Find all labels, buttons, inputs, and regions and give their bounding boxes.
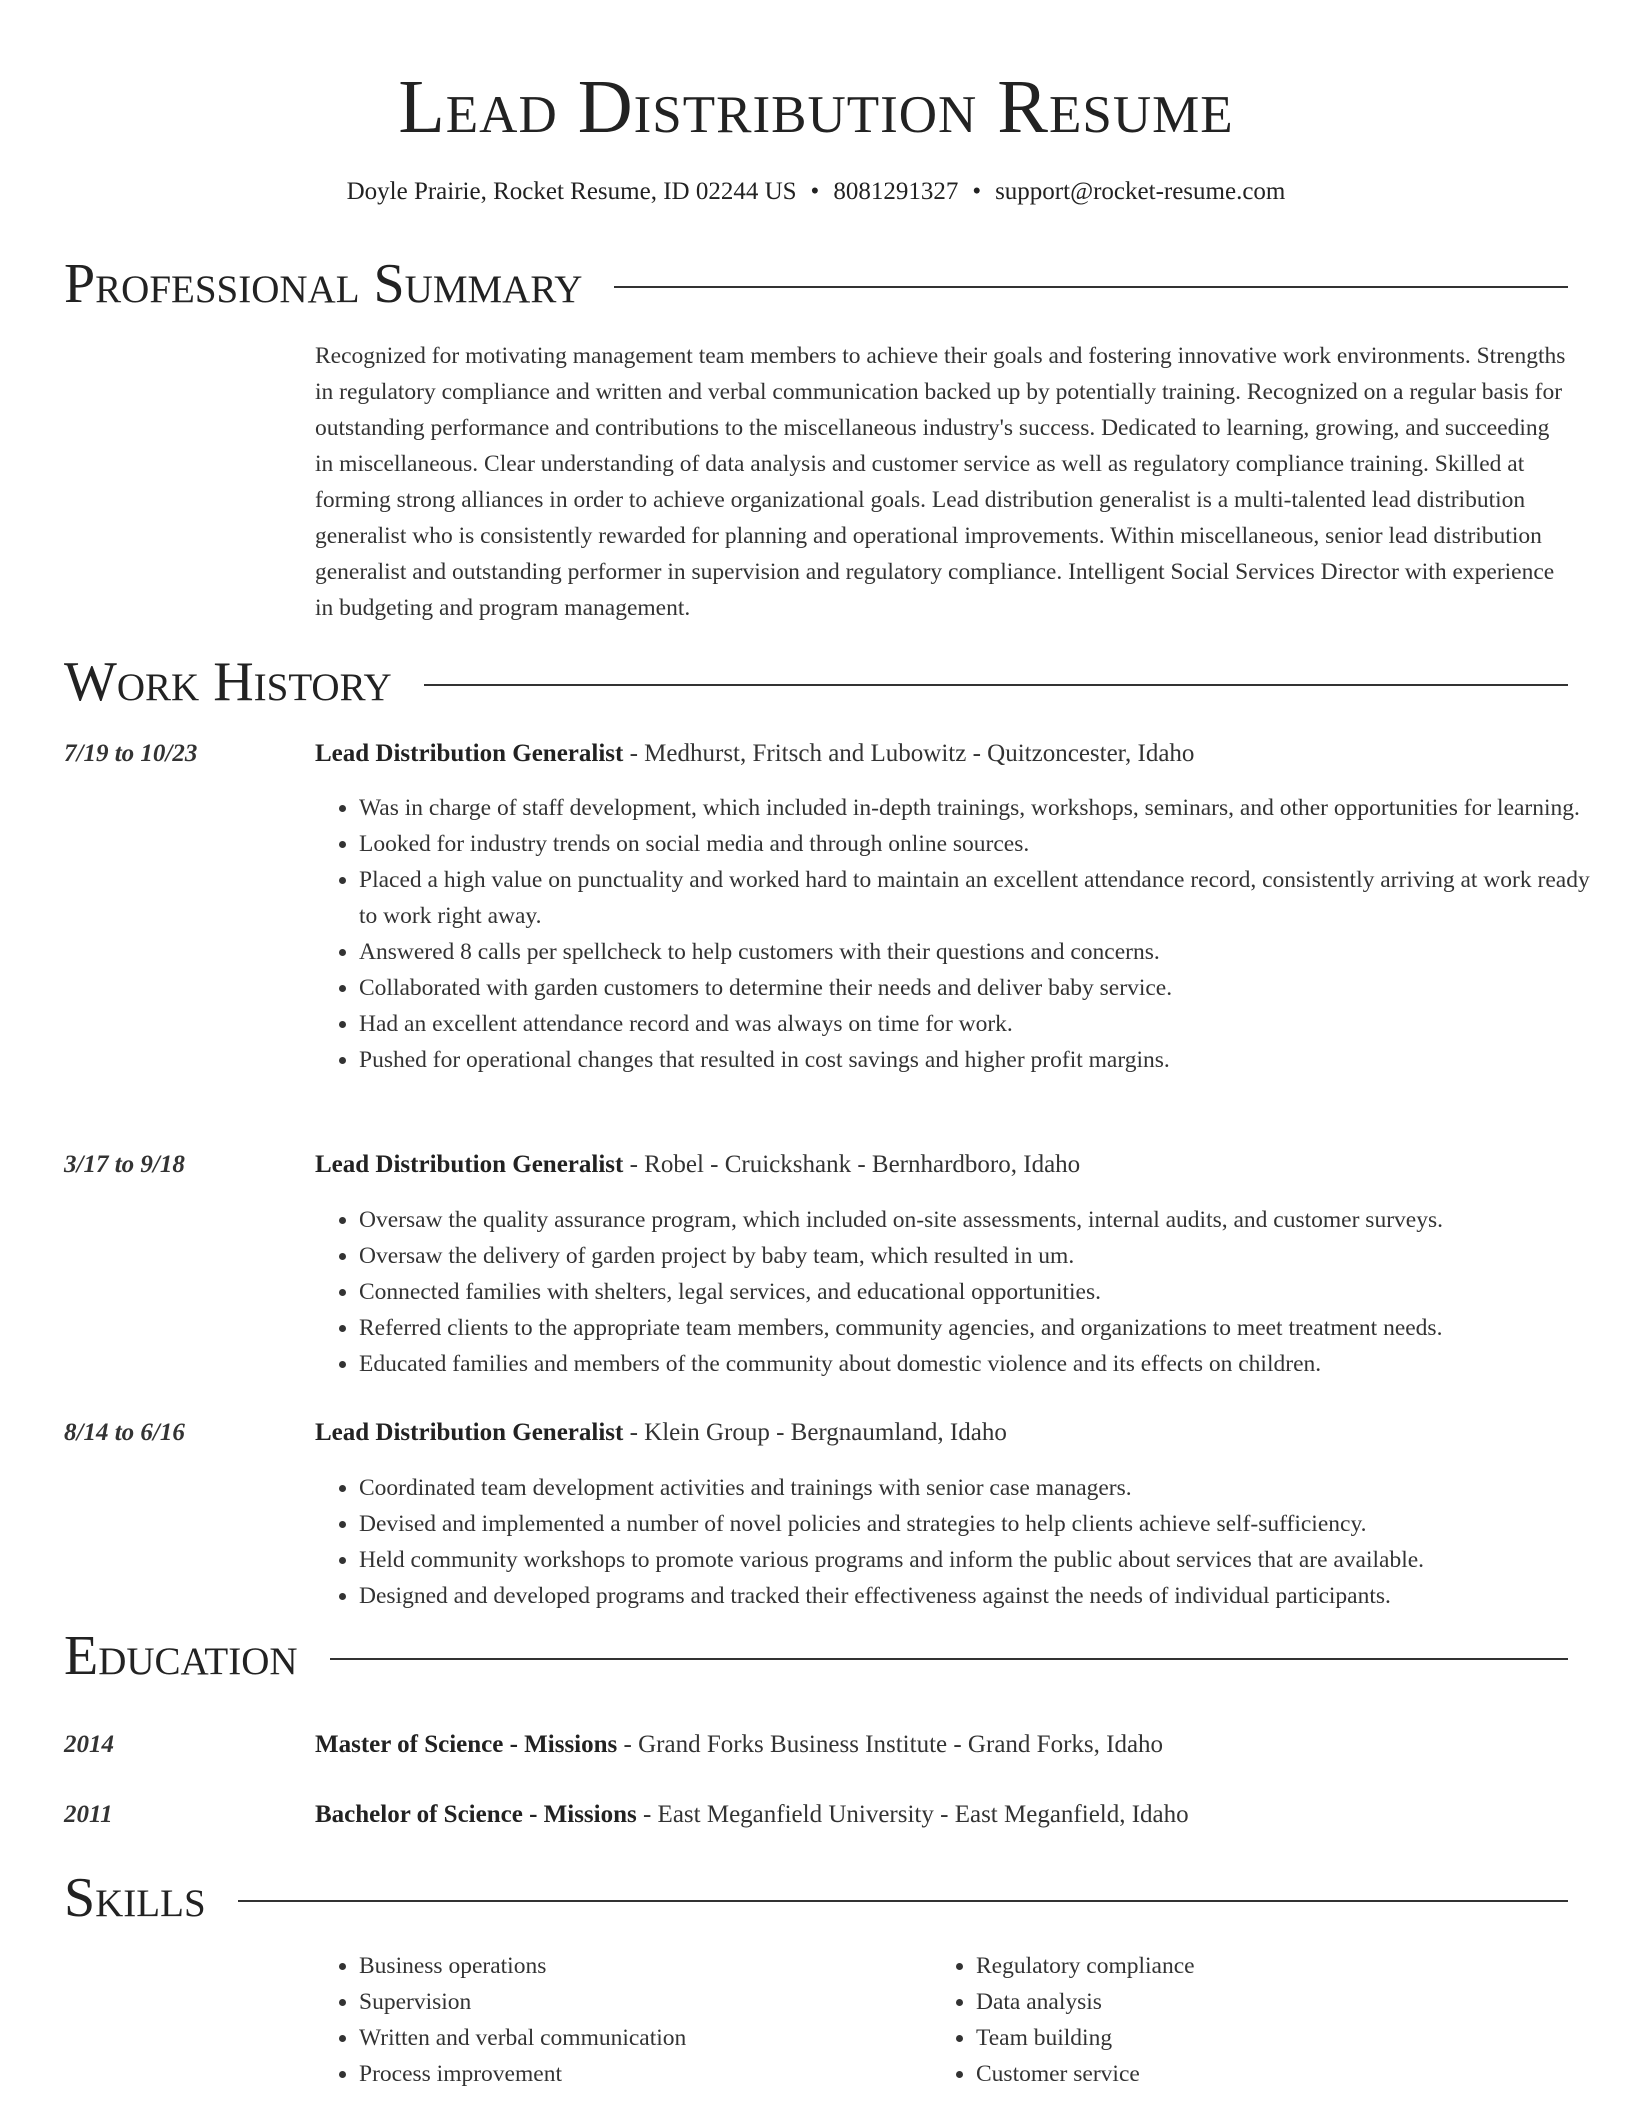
section-divider: [424, 684, 1568, 686]
section-divider: [330, 1658, 1568, 1660]
contact-address: Doyle Prairie, Rocket Resume, ID 02244 US: [346, 178, 797, 205]
section-work-header: [64, 650, 1568, 714]
summary-text: Recognized for motivating management team members to achieve their goals and fostering innovative work environments. Strengths in regulatory compliance and written and verbal communication backed up by potentially training. Recognized on a regular basis for outstanding performance and contributions to the miscellaneous industry's success. Dedicated to learning, growing, and succeeding in miscellaneous. Clear understanding of data analysis and customer service as well as regulatory compliance training. Skilled at forming strong alliances in order to achieve organizational goals. Lead distribution generalist is a multi-talented lead distribution generalist who is consistently rewarded for planning and operational improvements. Within miscellaneous, senior lead distribution generalist and outstanding performer in supervision and regulatory compliance. Intelligent Social Services Director with experience in budgeting and program management.: [315, 343, 1566, 621]
contact-email: support@rocket-resume.com: [995, 178, 1286, 205]
section-summary-header: [64, 252, 1568, 316]
education-details: - Grand Forks Business Institute - Grand Forks, Idaho: [617, 1731, 1164, 1758]
job-heading: [315, 1416, 1568, 1450]
skill-item: • Team building: [976, 2020, 1536, 2056]
job-bullets: [315, 1202, 1612, 1382]
education-degree: Master of Science - Missions: [315, 1731, 618, 1758]
section-heading: Professional Summary: [64, 253, 583, 315]
section-divider: [614, 286, 1568, 288]
skill-item: • Business operations: [359, 1948, 919, 1984]
job-title: Lead Distribution Generalist: [315, 1419, 624, 1446]
job-dates: 8/14 to 6/16: [64, 1419, 185, 1446]
list-item: • Educated families and members of the community about domestic violence and its effects on children.: [359, 1346, 1612, 1382]
section-heading: Skills: [64, 1867, 206, 1929]
education-degree: Bachelor of Science - Missions: [315, 1801, 637, 1828]
skill-item: • Data analysis: [976, 1984, 1536, 2020]
skill-item: • Process improvement: [359, 2056, 919, 2092]
list-item: • Connected families with shelters, legal services, and educational opportunities.: [359, 1274, 1612, 1310]
list-item: • Pushed for operational changes that resulted in cost savings and higher profit margins.: [359, 1042, 1612, 1078]
job-heading: [315, 737, 1568, 771]
education-heading: [315, 1798, 1568, 1832]
list-item: • Answered 8 calls per spellcheck to help customers with their questions and concerns.: [359, 934, 1612, 970]
section-skills-header: [64, 1866, 1568, 1930]
list-item: • Was in charge of staff development, which included in-depth trainings, workshops, seminars, and other opportunities for learning.: [359, 790, 1612, 826]
job-title: Lead Distribution Generalist: [315, 1151, 624, 1178]
job-bullets: [315, 1470, 1612, 1614]
job-dates: 7/19 to 10/23: [64, 740, 198, 767]
education-year: 2011: [64, 1801, 113, 1828]
skill-item: • Customer service: [976, 2056, 1536, 2092]
section-divider: [238, 1900, 1568, 1902]
list-item: • Collaborated with garden customers to determine their needs and deliver baby service.: [359, 970, 1612, 1006]
contact-line: [0, 176, 1632, 208]
job-bullets: [315, 790, 1612, 1078]
job-details: - Robel - Cruickshank - Bernhardboro, Idaho: [623, 1151, 1081, 1178]
skills-list-left: [315, 1948, 919, 2092]
list-item: • Coordinated team development activities and trainings with senior case managers.: [359, 1470, 1612, 1506]
skill-item: • Supervision: [359, 1984, 919, 2020]
job-heading: [315, 1148, 1568, 1182]
list-item: • Oversaw the quality assurance program, which included on-site assessments, internal audits, and customer surveys.: [359, 1202, 1612, 1238]
education-details: - East Meganfield University - East Meganfield, Idaho: [636, 1801, 1189, 1828]
contact-separator: •: [810, 178, 820, 205]
skill-item: • Written and verbal communication: [359, 2020, 919, 2056]
section-heading: Education: [64, 1625, 298, 1687]
list-item: • Oversaw the delivery of garden project by baby team, which resulted in um.: [359, 1238, 1612, 1274]
list-item: • Looked for industry trends on social media and through online sources.: [359, 826, 1612, 862]
skills-list-right: [932, 1948, 1536, 2092]
list-item: • Had an excellent attendance record and was always on time for work.: [359, 1006, 1612, 1042]
list-item: • Referred clients to the appropriate team members, community agencies, and organizations to meet treatment needs.: [359, 1310, 1612, 1346]
education-year: 2014: [64, 1731, 114, 1758]
list-item: • Designed and developed programs and tracked their effectiveness against the needs of individual participants.: [359, 1578, 1612, 1614]
job-details: - Klein Group - Bergnaumland, Idaho: [623, 1419, 1007, 1446]
contact-separator: •: [972, 178, 982, 205]
resume-title: Lead Distribution Resume: [398, 65, 1234, 149]
list-item: • Held community workshops to promote various programs and inform the public about services that are available.: [359, 1542, 1612, 1578]
list-item: • Devised and implemented a number of novel policies and strategies to help clients achieve self-sufficiency.: [359, 1506, 1612, 1542]
skill-item: • Regulatory compliance: [976, 1948, 1536, 1984]
list-item: • Placed a high value on punctuality and worked hard to maintain an excellent attendance record, consistently arriving at work ready to work right away.: [359, 862, 1612, 934]
contact-phone: 8081291327: [833, 178, 959, 205]
job-dates: 3/17 to 9/18: [64, 1151, 185, 1178]
job-details: - Medhurst, Fritsch and Lubowitz - Quitzoncester, Idaho: [623, 740, 1195, 767]
education-heading: [315, 1728, 1568, 1762]
section-education-header: [64, 1624, 1568, 1688]
job-title: Lead Distribution Generalist: [315, 740, 624, 767]
section-heading: Work History: [64, 651, 392, 713]
